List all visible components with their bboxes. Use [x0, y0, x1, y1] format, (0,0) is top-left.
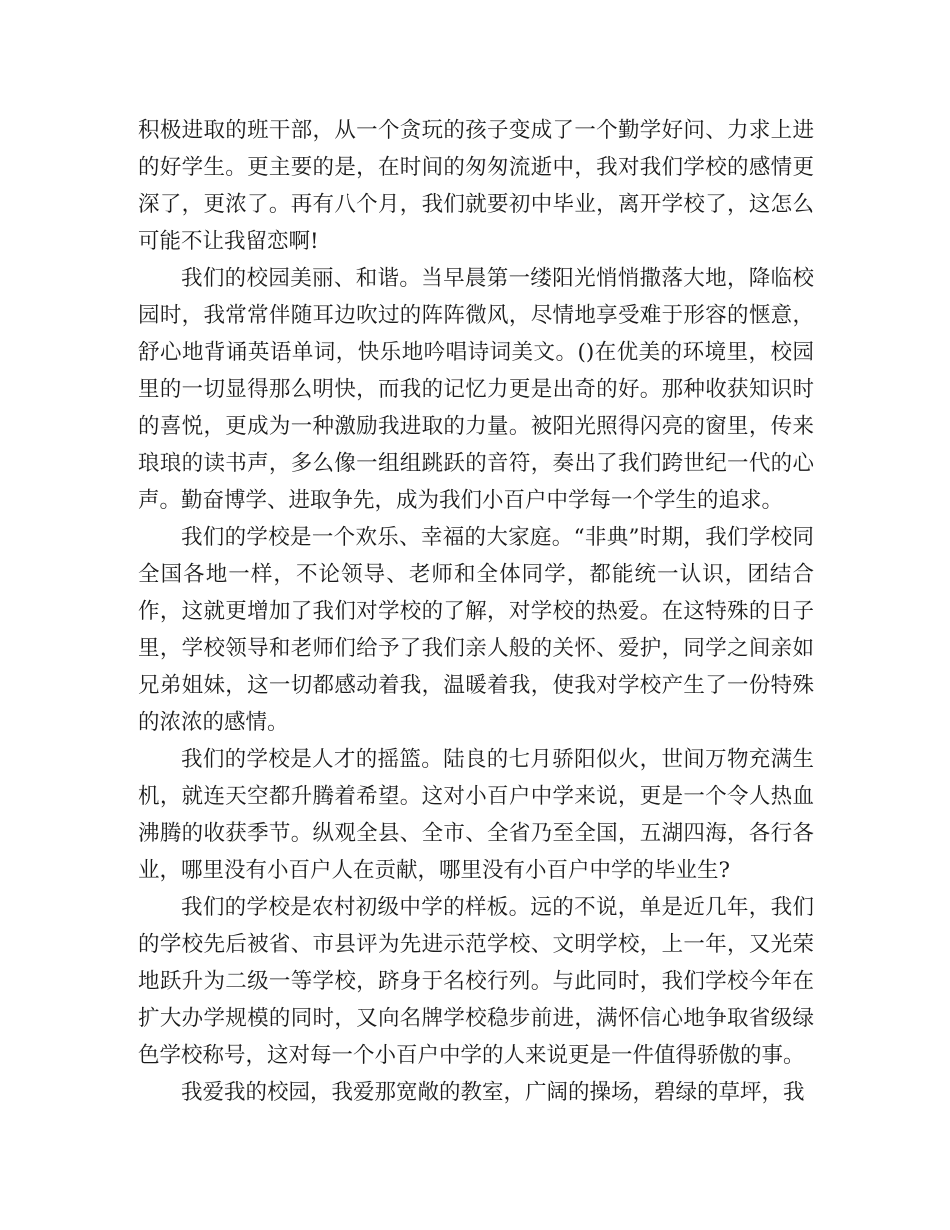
paragraph-1: 积极进取的班干部，从一个贪玩的孩子变成了一个勤学好问、力求上进的好学生。更主要的是，在时间的匆匆流逝中，我对我们学校的感情更深了，更浓了。再有八个月，我们就要初中毕业，离开学校了，这怎么可能不让我留恋啊!: [138, 118, 814, 254]
paragraph-6: 我爱我的校园，我爱那宽敞的教室，广阔的操场，碧绿的草坪，我: [181, 1080, 805, 1105]
document-body: [138, 112, 814, 1111]
paragraph-4: 我们的学校是人才的摇篮。陆良的七月骄阳似火，世间万物充满生机，就连天空都升腾着希望。这对小百户中学来说，更是一个令人热血沸腾的收获季节。纵观全县、全市、全省乃至全国，五湖四海，各行各业，哪里没有小百户人在贡献，哪里没有小百户中学的毕业生?: [138, 747, 814, 883]
paragraph-3: 我们的学校是一个欢乐、幸福的大家庭。“非典”时期，我们学校同全国各地一样，不论领导、老师和全体同学，都能统一认识，团结合作，这就更增加了我们对学校的了解，对学校的热爱。在这特殊的日子里，学校领导和老师们给予了我们亲人般的关怀、爱护，同学之间亲如兄弟姐妹，这一切都感动着我，温暖着我，使我对学校产生了一份特殊的浓浓的感情。: [138, 525, 814, 735]
paragraph-2: 我们的校园美丽、和谐。当早晨第一缕阳光悄悄撒落大地，降临校园时，我常常伴随耳边吹过的阵阵微风，尽情地享受难于形容的惬意，舒心地背诵英语单词，快乐地吟唱诗词美文。()在优美的环境里，校园里的一切显得那么明快，而我的记忆力更是出奇的好。那种收获知识时的喜悦，更成为一种激励我进取的力量。被阳光照得闪亮的窗里，传来琅琅的读书声，多么像一组组跳跃的音符，奏出了我们跨世纪一代的心声。勤奋博学、进取争先，成为我们小百户中学每一个学生的追求。: [138, 266, 814, 513]
paragraph-5: 我们的学校是农村初级中学的样板。远的不说，单是近几年，我们的学校先后被省、市县评为先进示范学校、文明学校，上一年，又光荣地跃升为二级一等学校，跻身于名校行列。与此同时，我们学校今年在扩大办学规模的同时，又向名牌学校稳步前进，满怀信心地争取省级绿色学校称号，这对每一个小百户中学的人来说更是一件值得骄傲的事。: [138, 895, 814, 1068]
